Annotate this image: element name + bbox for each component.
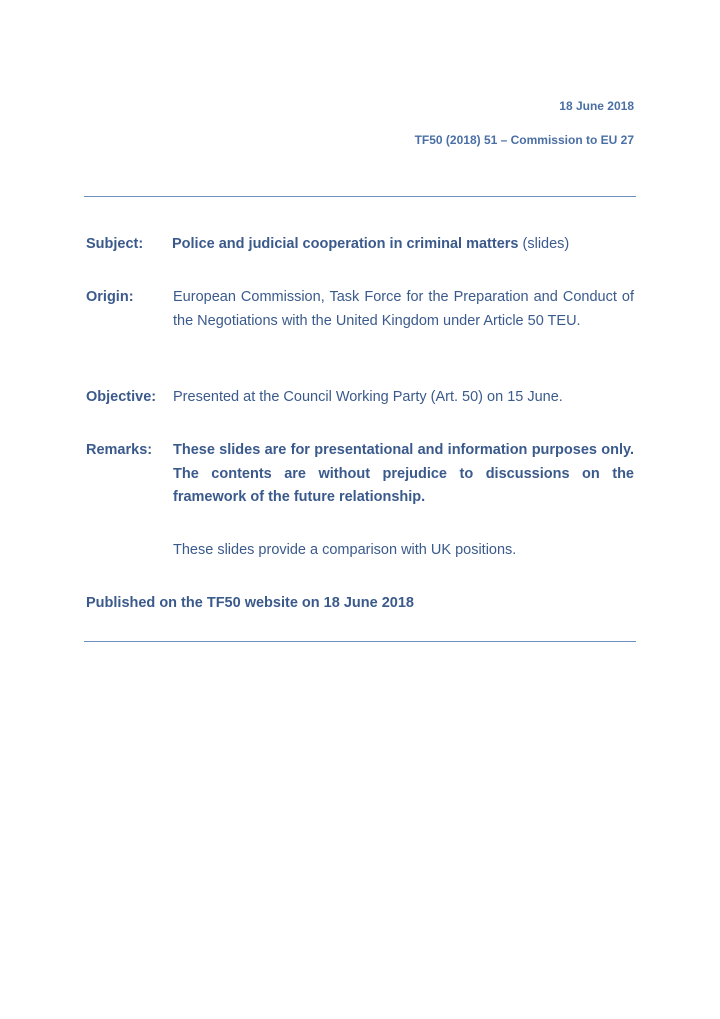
origin-field [86,286,634,333]
objective-field [86,386,634,410]
origin-value: European Commission, Task Force for the Preparation and Conduct of the Negotiations with the United Kingdom under Article 50 TEU. [173,289,634,329]
origin-label: Origin: [86,289,134,305]
subject-suffix: (slides) [518,236,570,252]
objective-value: Presented at the Council Working Party (Art. 50) on 15 June. [173,389,563,405]
subject-title: Police and judicial cooperation in criminal matters [172,236,519,252]
remarks-comparison-note: These slides provide a comparison with UK positions. [173,542,517,558]
published-note: Published on the TF50 website on 18 June 2018 [86,595,414,611]
remarks-second-paragraph [86,539,634,563]
document-date: 18 June 2018 [559,99,634,113]
remarks-value: These slides are for presentational and information purposes only. The contents are without prejudice to discussions on the framework of the future relationship. [173,442,634,505]
subject-value [172,233,634,257]
top-divider [84,196,636,197]
subject-field [86,233,634,257]
remarks-label: Remarks: [86,442,153,458]
objective-label: Objective: [86,389,157,405]
remarks-field [86,439,634,510]
document-reference: TF50 (2018) 51 – Commission to EU 27 [414,133,634,147]
subject-label: Subject: [86,236,144,252]
bottom-divider [84,641,636,642]
